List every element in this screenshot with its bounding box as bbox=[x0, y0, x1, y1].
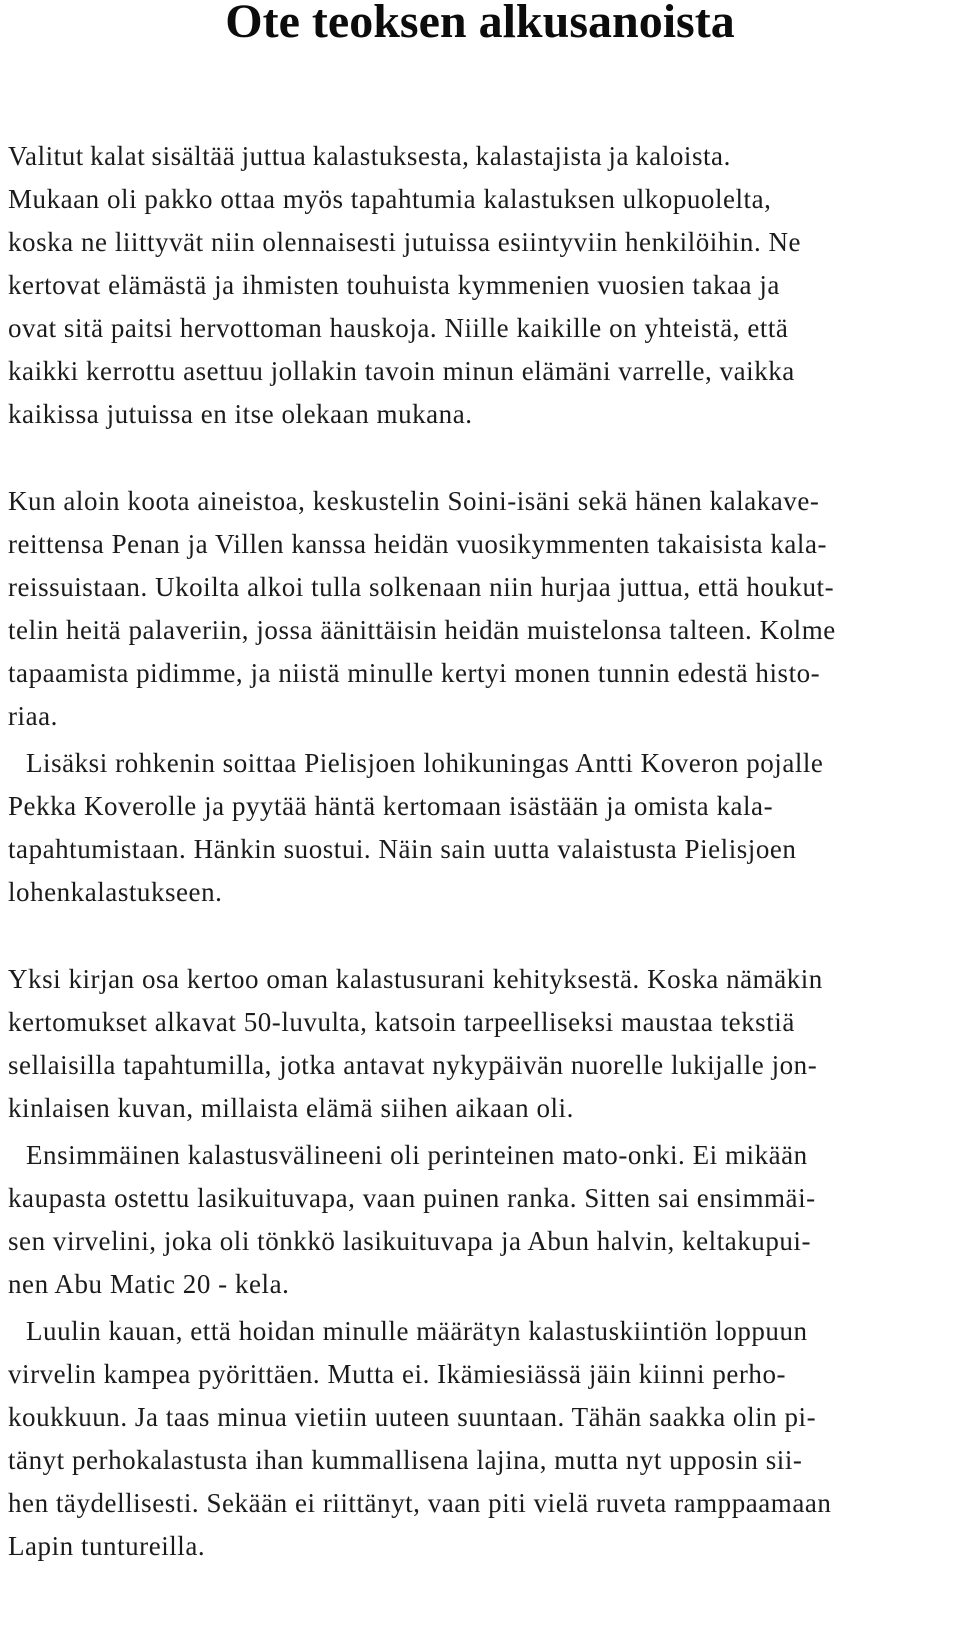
paragraph-line: hen täydellisesti. Sekään ei riittänyt, vaan piti vielä ruveta ramppaamaan bbox=[8, 1488, 832, 1518]
paragraph-line: Ensimmäinen kalastusvälineeni oli perinteinen mato-onki. Ei mikään bbox=[26, 1140, 808, 1170]
paragraph-line: sellaisilla tapahtumilla, jotka antavat nykypäivän nuorelle lukijalle jon- bbox=[8, 1050, 818, 1080]
paragraph-line: koukkuun. Ja taas minua vietiin uuteen suuntaan. Tähän saakka olin pi- bbox=[8, 1402, 817, 1432]
paragraph-line: kaikissa jutuissa en itse olekaan mukana. bbox=[8, 399, 473, 429]
paragraph-line: Yksi kirjan osa kertoo oman kalastusurani kehityksestä. Koska nämäkin bbox=[8, 964, 823, 994]
paragraph-line: kinlaisen kuvan, millaista elämä siihen aikaan oli. bbox=[8, 1093, 574, 1123]
paragraph-line: virvelin kampea pyörittäen. Mutta ei. Ikämiesiässä jäin kiinni perho- bbox=[8, 1359, 787, 1389]
paragraph-line: tapahtumistaan. Hänkin suostui. Näin sain uutta valaistusta Pielisjoen bbox=[8, 834, 797, 864]
paragraph-line: tapaamista pidimme, ja niistä minulle kertyi monen tunnin edestä histo- bbox=[8, 658, 821, 688]
paragraph-line: telin heitä palaveriin, jossa äänittäisin heidän muistelonsa talteen. Kolme bbox=[8, 615, 836, 645]
paragraph-line: Mukaan oli pakko ottaa myös tapahtumia kalastuksen ulkopuolelta, bbox=[8, 184, 772, 214]
paragraph-line: kertomukset alkavat 50-luvulta, katsoin tarpeelliseksi maustaa tekstiä bbox=[8, 1007, 795, 1037]
paragraph-line: Lisäksi rohkenin soittaa Pielisjoen lohikuningas Antti Koveron pojalle bbox=[26, 748, 824, 778]
paragraph-line: ovat sitä paitsi hervottoman hauskoja. Niille kaikille on yhteistä, että bbox=[8, 313, 789, 343]
paragraph-line: reittensa Penan ja Villen kanssa heidän vuosikymmenten takaisista kala- bbox=[8, 529, 828, 559]
paragraph-line: Lapin tuntureilla. bbox=[8, 1531, 206, 1561]
paragraph-line: Pekka Koverolle ja pyytää häntä kertomaan isästään ja omista kala- bbox=[8, 791, 774, 821]
paragraph-line: Kun aloin koota aineistoa, keskustelin Soini-isäni sekä hänen kalakave- bbox=[8, 486, 820, 516]
paragraph-line: reissuistaan. Ukoilta alkoi tulla solkenaan niin hurjaa juttua, että houkut- bbox=[8, 572, 835, 602]
page-title: Ote teoksen alkusanoista bbox=[225, 0, 735, 48]
paragraph-line: kertovat elämästä ja ihmisten touhuista kymmenien vuosien takaa ja bbox=[8, 270, 780, 300]
paragraph-line: kaupasta ostettu lasikuituvapa, vaan puinen ranka. Sitten sai ensimmäi- bbox=[8, 1183, 816, 1213]
paragraph-line: kaikki kerrottu asettuu jollakin tavoin minun elämäni varrelle, vaikka bbox=[8, 356, 795, 386]
paragraph-line: Luulin kauan, että hoidan minulle määrätyn kalastuskiintiön loppuun bbox=[26, 1316, 808, 1346]
paragraph-line: lohenkalastukseen. bbox=[8, 877, 223, 907]
paragraph-line: tänyt perhokalastusta ihan kummallisena lajina, mutta nyt upposin sii- bbox=[8, 1445, 803, 1475]
paragraph-line: riaa. bbox=[8, 701, 58, 731]
paragraph-line: koska ne liittyvät niin olennaisesti jutuissa esiintyviin henkilöihin. Ne bbox=[8, 227, 802, 257]
paragraph-line: nen Abu Matic 20 - kela. bbox=[8, 1269, 290, 1299]
paragraph-line: Valitut kalat sisältää juttua kalastuksesta, kalastajista ja kaloista. bbox=[8, 141, 731, 171]
paragraph-line: sen virvelini, joka oli tönkkö lasikuituvapa ja Abun halvin, keltakupui- bbox=[8, 1226, 812, 1256]
